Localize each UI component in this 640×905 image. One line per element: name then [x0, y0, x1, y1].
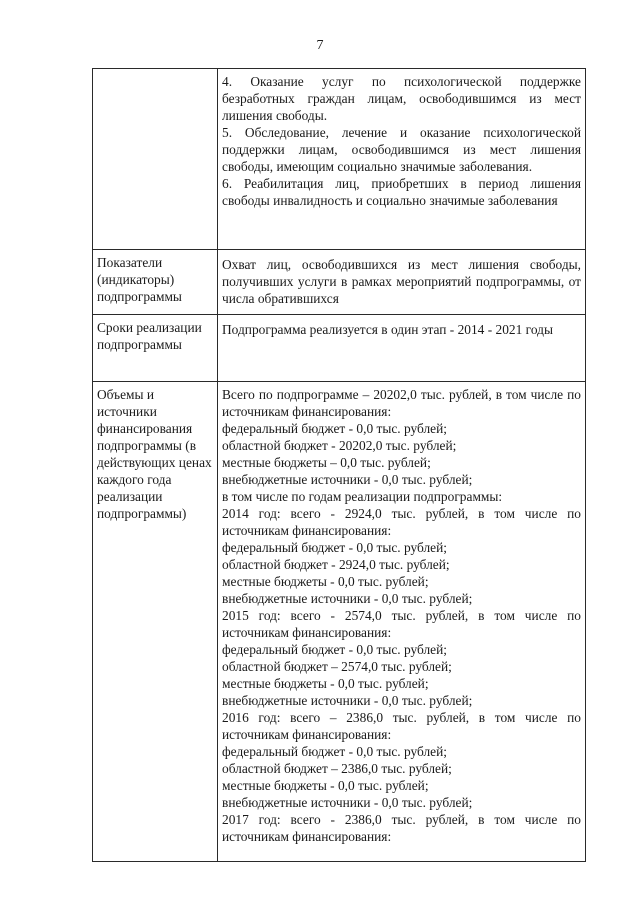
text-line: федеральный бюджет - 0,0 тыс. рублей;	[222, 540, 447, 555]
row-content	[218, 69, 586, 250]
text-line: внебюджетные источники - 0,0 тыс. рублей;	[222, 472, 473, 487]
text-line: в том числе по годам реализации подпрограммы:	[222, 489, 503, 504]
text-line: местные бюджеты – 0,0 тыс. рублей;	[222, 455, 431, 470]
text-line: внебюджетные источники - 0,0 тыс. рублей;	[222, 693, 473, 708]
text-paragraph: 2014 год: всего - 2924,0 тыс. рублей, в том числе по источникам финансирования:	[222, 506, 581, 538]
text-paragraph: Охват лиц, освободившихся из мест лишения свободы, получивших услуги в рамках мероприятий подпрограммы, от числа обратившихся	[222, 257, 581, 306]
text-line: федеральный бюджет - 0,0 тыс. рублей;	[222, 642, 447, 657]
text-line: областной бюджет – 2386,0 тыс. рублей;	[222, 761, 452, 776]
table-row	[93, 382, 586, 862]
table-row	[93, 250, 586, 315]
row-label: Показатели (индикаторы) подпрограммы	[93, 250, 218, 315]
text-paragraph: 6. Реабилитация лиц, приобретших в период лишения свободы инвалидность и социально значимые заболевания	[222, 176, 581, 208]
row-content	[218, 382, 586, 862]
text-line: внебюджетные источники - 0,0 тыс. рублей;	[222, 591, 473, 606]
text-line: внебюджетные источники - 0,0 тыс. рублей;	[222, 795, 473, 810]
text-paragraph: 2017 год: всего - 2386,0 тыс. рублей, в том числе по источникам финансирования:	[222, 812, 581, 844]
table-row	[93, 315, 586, 382]
row-label: Объемы и источники финансирования подпрограммы (в действующих ценах каждого года реализации подпрограммы)	[93, 382, 218, 862]
text-line: местные бюджеты - 0,0 тыс. рублей;	[222, 676, 429, 691]
text-line: местные бюджеты - 0,0 тыс. рублей;	[222, 574, 429, 589]
text-line: местные бюджеты - 0,0 тыс. рублей;	[222, 778, 429, 793]
text-line: областной бюджет – 2574,0 тыс. рублей;	[222, 659, 452, 674]
text-paragraph: 2015 год: всего - 2574,0 тыс. рублей, в том числе по источникам финансирования:	[222, 608, 581, 640]
text-paragraph: Подпрограмма реализуется в один этап - 2014 - 2021 годы	[222, 322, 553, 337]
subprogram-passport-table	[92, 68, 586, 862]
row-content	[218, 250, 586, 315]
text-line: областной бюджет - 20202,0 тыс. рублей;	[222, 438, 457, 453]
text-paragraph: Всего по подпрограмме – 20202,0 тыс. рублей, в том числе по источникам финансирования:	[222, 387, 581, 419]
text-line: областной бюджет - 2924,0 тыс. рублей;	[222, 557, 450, 572]
text-paragraph: 2016 год: всего – 2386,0 тыс. рублей, в том числе по источникам финансирования:	[222, 710, 581, 742]
table-row	[93, 69, 586, 250]
page-number: 7	[316, 38, 324, 53]
text-line: федеральный бюджет - 0,0 тыс. рублей;	[222, 744, 447, 759]
text-line: федеральный бюджет - 0,0 тыс. рублей;	[222, 421, 447, 436]
text-paragraph: 4. Оказание услуг по психологической поддержке безработных граждан лицам, освободившимся из мест лишения свободы.	[222, 74, 581, 123]
text-paragraph: 5. Обследование, лечение и оказание психологической поддержки лицам, освободившимся из мест лишения свободы, имеющим социально значимые заболевания.	[222, 125, 581, 174]
row-label: Сроки реализации подпрограммы	[93, 315, 218, 382]
row-content	[218, 315, 586, 382]
row-label	[93, 69, 218, 250]
